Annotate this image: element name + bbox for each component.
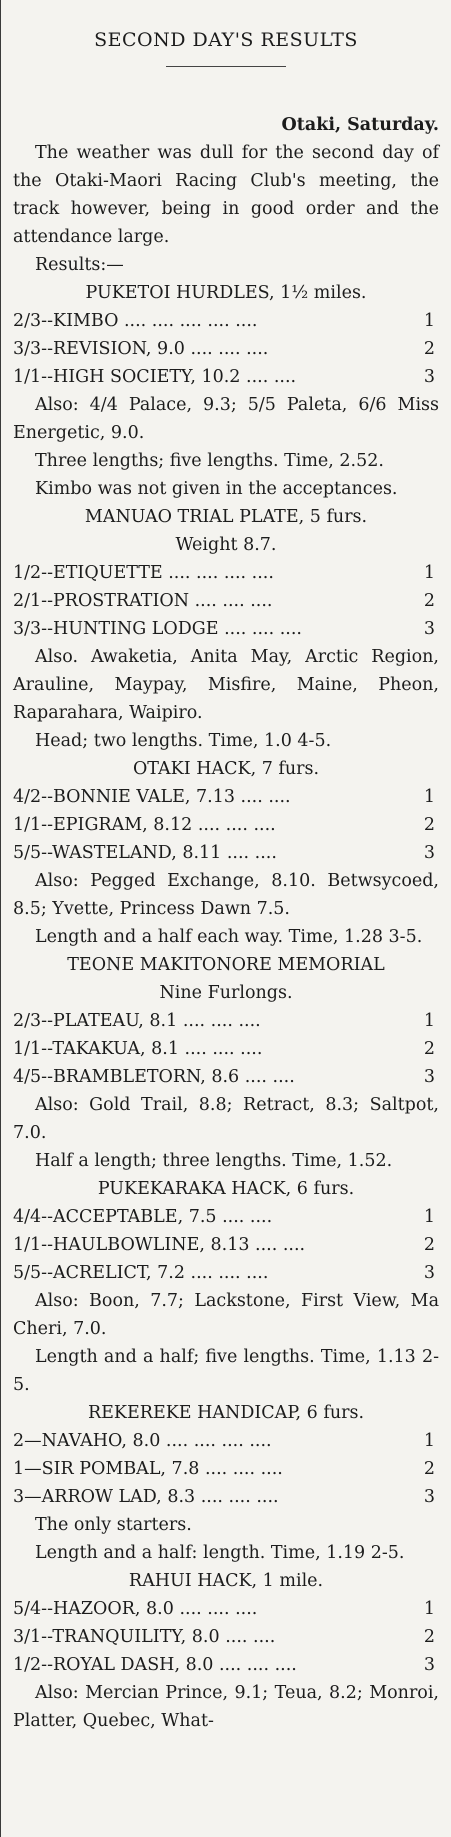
race-note: Also: Mercian Prince, 9.1; Teua, 8.2; Monroi, Platter, Quebec, What-: [13, 1683, 439, 1731]
race-block: [13, 503, 439, 755]
placing-position: 2: [423, 1459, 435, 1479]
placing-text: 1/2--ETIQUETTE .... .... .... ....: [13, 563, 274, 583]
placing-position: 1: [423, 1431, 435, 1451]
placing-text: 1/1--EPIGRAM, 8.12 .... .... ....: [13, 815, 276, 835]
placing-text: 5/4--HAZOOR, 8.0 .... .... ....: [13, 1599, 258, 1619]
placing-text: 5/5--ACRELICT, 7.2 .... .... ....: [13, 1263, 269, 1283]
race-results: [13, 279, 439, 1735]
placing-text: 3/3--HUNTING LODGE .... .... ....: [13, 619, 302, 639]
article-heading: SECOND DAY'S RESULTS: [94, 29, 358, 51]
placing-text: 2/1--PROSTRATION .... .... ....: [13, 591, 273, 611]
placing-text: 1/1--HIGH SOCIETY, 10.2 .... ....: [13, 367, 297, 387]
race-note: Also: Boon, 7.7; Lackstone, First View, Ma Cheri, 7.0.: [13, 1291, 439, 1339]
placing-text: 4/5--BRAMBLETORN, 8.6 .... ....: [13, 1067, 295, 1087]
placing-text: 1/1--TAKAKUA, 8.1 .... .... ....: [13, 1039, 263, 1059]
placing-row: [13, 363, 439, 391]
placing-position: 2: [423, 1039, 435, 1059]
placing-text: 3/3--REVISION, 9.0 .... .... ....: [13, 339, 269, 359]
race-note: Also: 4/4 Palace, 9.3; 5/5 Paleta, 6/6 Miss Energetic, 9.0.: [13, 395, 439, 443]
race-title: REKEREKE HANDICAP, 6 furs.: [87, 1403, 365, 1423]
placing-text: 5/5--WASTELAND, 8.11 .... ....: [13, 843, 277, 863]
race-block: [13, 951, 439, 1175]
race-title: TEONE MAKITONORE MEMORIAL: [67, 955, 385, 975]
placing-row: [13, 1623, 439, 1651]
race-block: [13, 279, 439, 503]
race-note: Length and a half: length. Time, 1.19 2-5.: [35, 1543, 405, 1563]
race-note: Also: Gold Trail, 8.8; Retract, 8.3; Saltpot, 7.0.: [13, 1095, 439, 1143]
placing-row: [13, 1455, 439, 1483]
placing-position: 1: [423, 1011, 435, 1031]
race-note: Also: Pegged Exchange, 8.10. Betwsycoed, 8.5; Yvette, Princess Dawn 7.5.: [13, 871, 439, 919]
race-note: Length and a half; five lengths. Time, 1.13 2-5.: [13, 1347, 439, 1395]
race-block: [13, 1567, 439, 1735]
placing-position: 2: [423, 815, 435, 835]
placing-row: [13, 1231, 439, 1259]
placing-position: 1: [423, 787, 435, 807]
race-title: PUKETOI HURDLES, 1½ miles.: [85, 283, 367, 303]
placing-position: 1: [423, 311, 435, 331]
race-subtitle: Weight 8.7.: [175, 535, 277, 555]
placing-row: [13, 615, 439, 643]
placing-text: 2—NAVAHO, 8.0 .... .... .... ....: [13, 1431, 272, 1451]
placing-text: 3—ARROW LAD, 8.3 .... .... ....: [13, 1487, 279, 1507]
dateline: Otaki, Saturday.: [281, 115, 439, 135]
placing-position: 3: [423, 843, 435, 863]
placing-row: [13, 839, 439, 867]
placing-row: [13, 1063, 439, 1091]
placing-text: 3/1--TRANQUILITY, 8.0 .... ....: [13, 1627, 276, 1647]
race-note: Also. Awaketia, Anita May, Arctic Region, Arauline, Maypay, Misfire, Maine, Pheon, Raparahara, Waipiro.: [13, 647, 439, 723]
race-title: MANUAO TRIAL PLATE, 5 furs.: [84, 507, 368, 527]
placing-row: [13, 587, 439, 615]
placing-position: 2: [423, 591, 435, 611]
race-block: [13, 1399, 439, 1567]
placing-text: 1/1--HAULBOWLINE, 8.13 .... ....: [13, 1235, 306, 1255]
placing-row: [13, 307, 439, 335]
race-note: Length and a half each way. Time, 1.28 3-5.: [35, 927, 423, 947]
placing-row: [13, 811, 439, 839]
race-note: Head; two lengths. Time, 1.0 4-5.: [35, 731, 332, 751]
race-note: Half a length; three lengths. Time, 1.52.: [35, 1151, 393, 1171]
race-title: PUKEKARAKA HACK, 6 furs.: [97, 1179, 355, 1199]
placing-position: 3: [423, 1487, 435, 1507]
placing-row: [13, 1007, 439, 1035]
placing-text: 1—SIR POMBAL, 7.8 .... .... ....: [13, 1459, 283, 1479]
heading-rule: [166, 66, 286, 67]
placing-row: [13, 1203, 439, 1231]
placing-row: [13, 1483, 439, 1511]
placing-position: 3: [423, 619, 435, 639]
placing-position: 1: [423, 1599, 435, 1619]
race-subtitle: Nine Furlongs.: [159, 983, 293, 1003]
placing-position: 2: [423, 339, 435, 359]
placing-text: 2/3--PLATEAU, 8.1 .... .... ....: [13, 1011, 261, 1031]
race-note: Three lengths; five lengths. Time, 2.52.: [35, 451, 384, 471]
results-label: Results:—: [35, 255, 124, 275]
placing-position: 1: [423, 563, 435, 583]
intro-paragraph: The weather was dull for the second day of the Otaki-Maori Racing Club's meeting, the track however, being in good order and the attendance large.: [13, 143, 439, 247]
race-title: RAHUI HACK, 1 mile.: [128, 1571, 324, 1591]
race-note: The only starters.: [35, 1515, 192, 1535]
placing-row: [13, 1651, 439, 1679]
race-title: OTAKI HACK, 7 furs.: [132, 759, 320, 779]
placing-row: [13, 783, 439, 811]
placing-position: 3: [423, 1655, 435, 1675]
placing-text: 4/4--ACCEPTABLE, 7.5 .... ....: [13, 1207, 273, 1227]
placing-position: 3: [423, 367, 435, 387]
race-block: [13, 1175, 439, 1399]
placing-row: [13, 559, 439, 587]
placing-row: [13, 1259, 439, 1287]
placing-text: 4/2--BONNIE VALE, 7.13 .... ....: [13, 787, 291, 807]
race-note: Kimbo was not given in the acceptances.: [35, 479, 398, 499]
placing-position: 3: [423, 1067, 435, 1087]
race-block: [13, 755, 439, 951]
placing-position: 2: [423, 1235, 435, 1255]
placing-position: 3: [423, 1263, 435, 1283]
placing-position: 1: [423, 1207, 435, 1227]
placing-position: 2: [423, 1627, 435, 1647]
placing-row: [13, 1427, 439, 1455]
placing-row: [13, 1035, 439, 1063]
placing-text: 1/2--ROYAL DASH, 8.0 .... .... ....: [13, 1655, 297, 1675]
placing-text: 2/3--KIMBO .... .... .... .... ....: [13, 311, 258, 331]
placing-row: [13, 335, 439, 363]
placing-row: [13, 1595, 439, 1623]
